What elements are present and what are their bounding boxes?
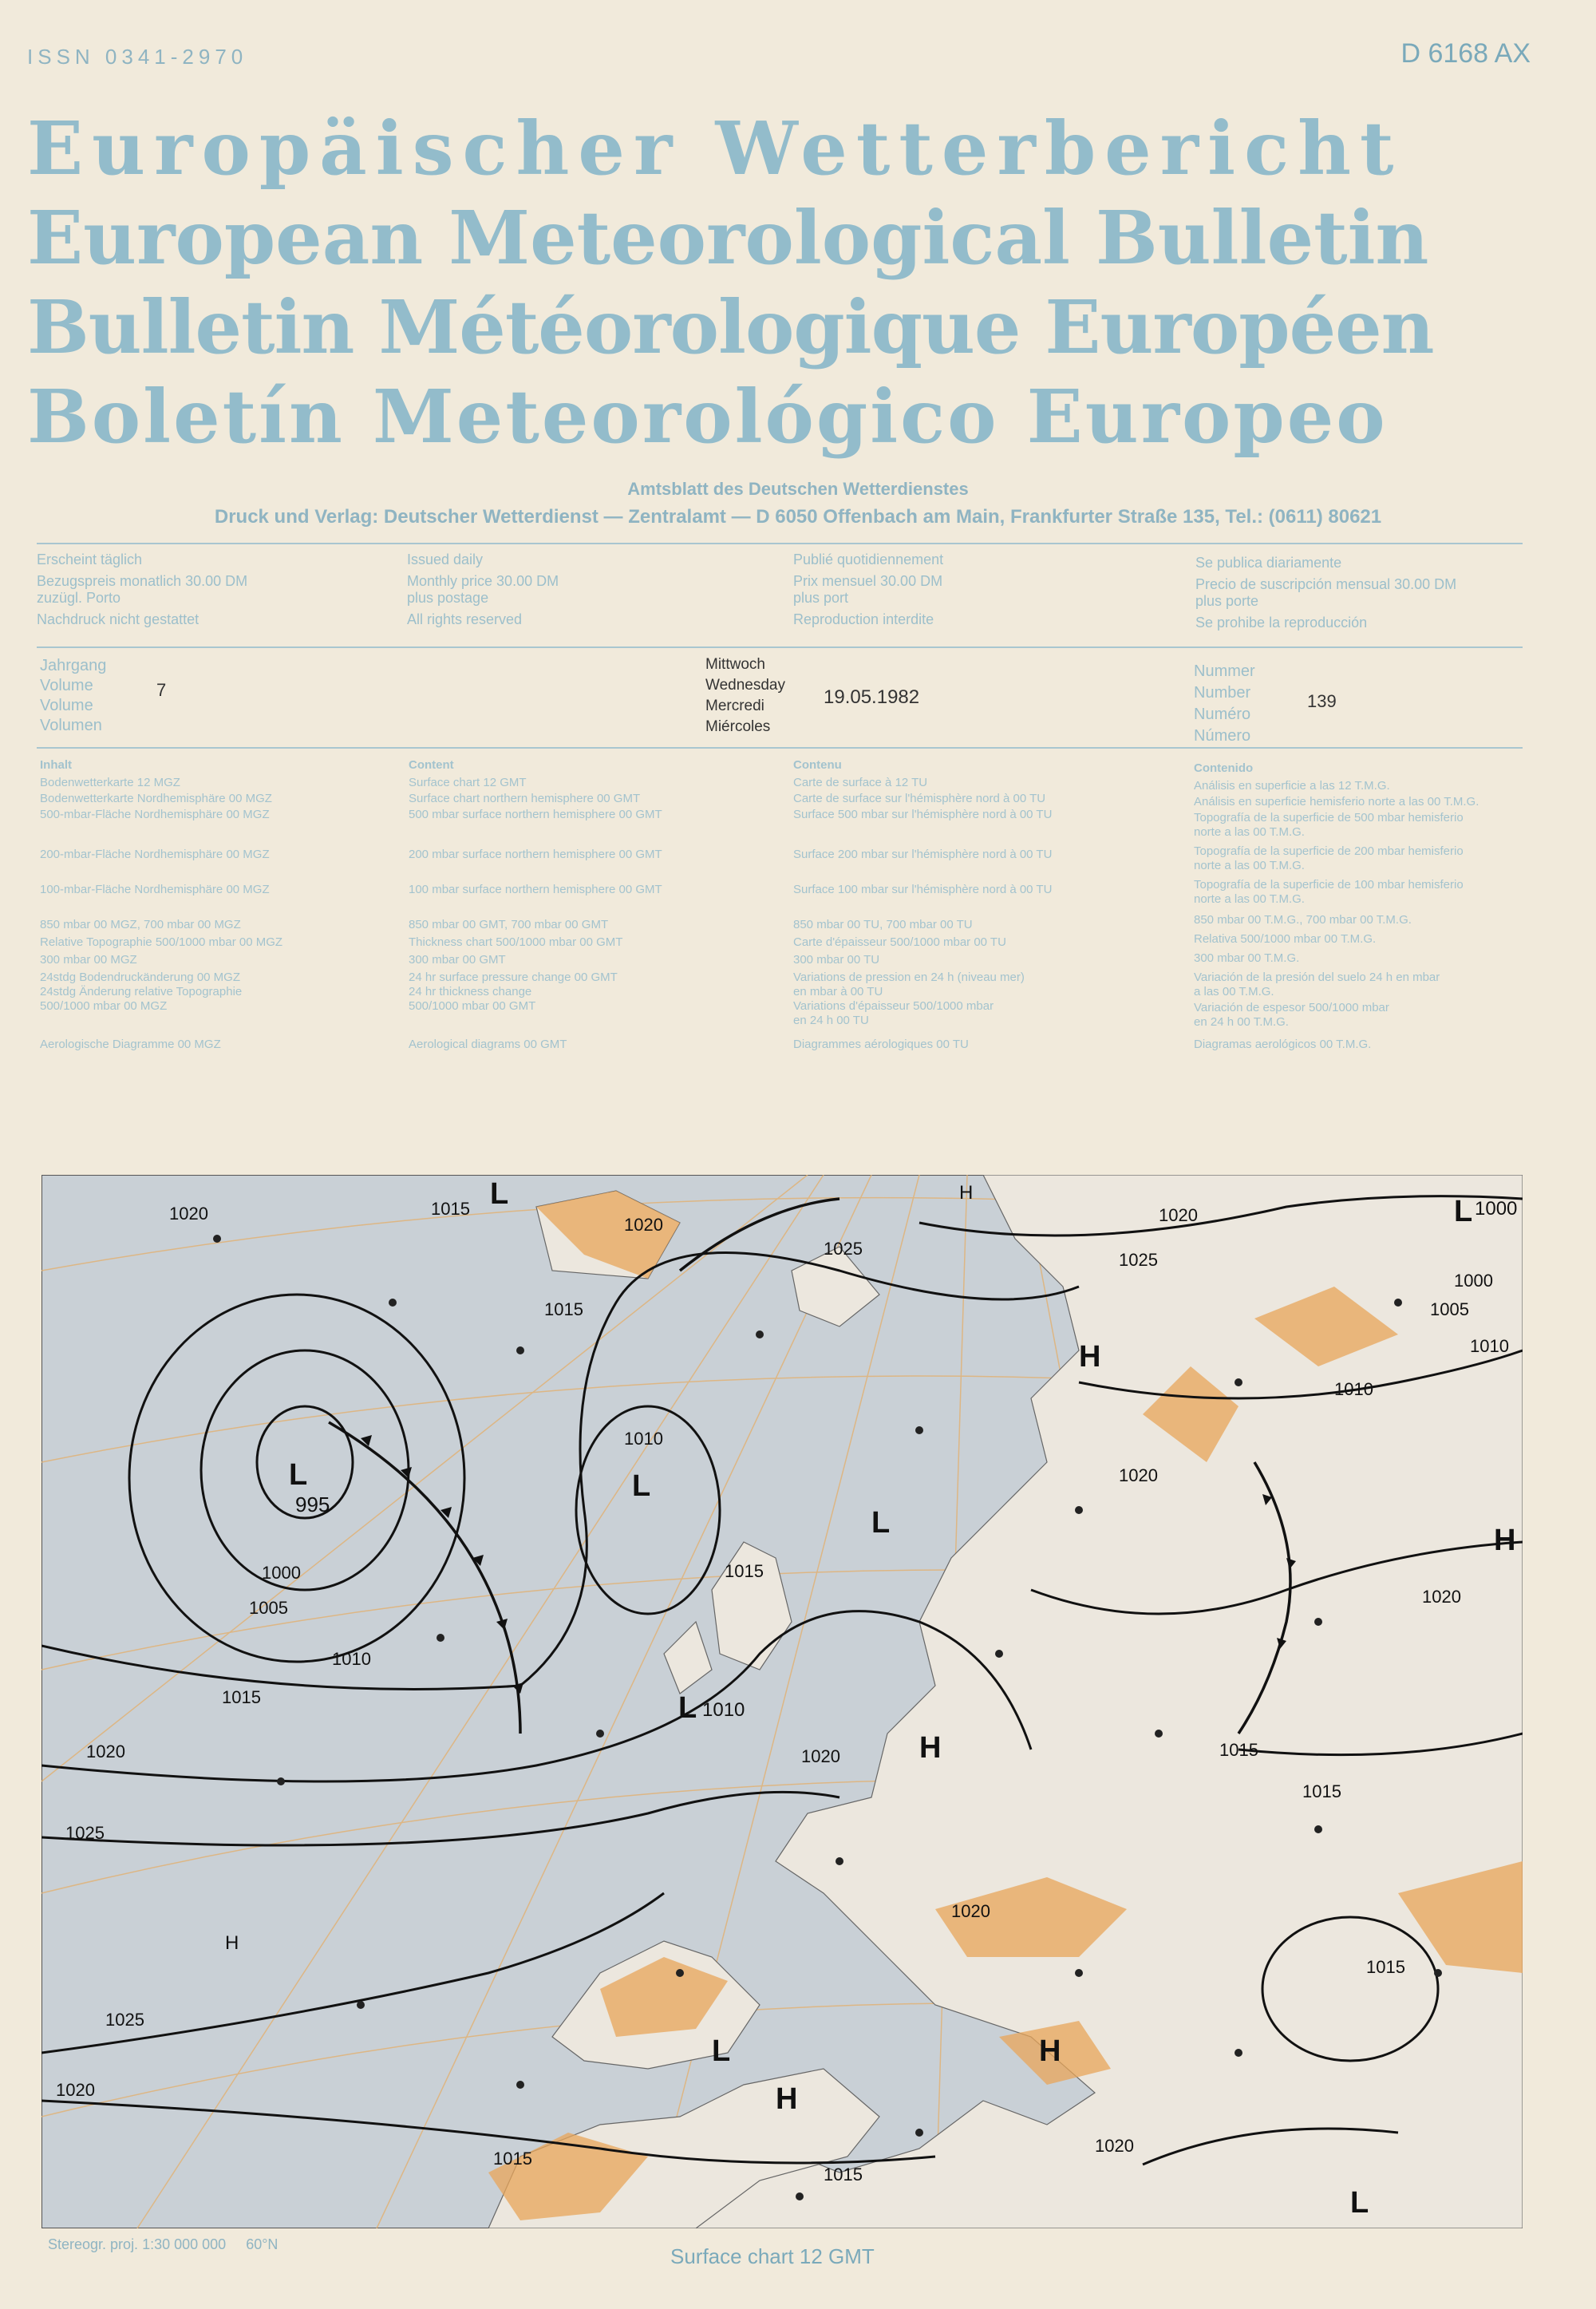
title-french: Bulletin Météorologique Européen <box>27 284 1434 370</box>
svg-text:1020: 1020 <box>1159 1205 1198 1225</box>
svg-text:1015: 1015 <box>725 1561 764 1581</box>
publication-de: Erscheint täglich Bezugspreis monatlich 30.00 DM zuzügl. Porto Nachdruck nicht gestattet <box>37 552 248 627</box>
low-center-label: L <box>632 1469 651 1503</box>
title-block <box>27 104 1543 461</box>
svg-text:1020: 1020 <box>169 1204 208 1224</box>
high-center-label: H <box>225 1932 239 1954</box>
svg-text:1020: 1020 <box>56 2080 95 2100</box>
publication-fr: Publié quotidiennement Prix mensuel 30.00 DM plus port Reproduction interdite <box>793 552 944 627</box>
svg-text:1015: 1015 <box>1366 1957 1405 1977</box>
high-center-label: H <box>1494 1524 1516 1557</box>
low-center-value: 1000 <box>1475 1198 1518 1220</box>
divider <box>37 747 1523 749</box>
title-english: European Meteorological Bulletin <box>27 195 1429 281</box>
svg-text:1005: 1005 <box>249 1598 288 1618</box>
low-center-value: 1010 <box>702 1699 745 1721</box>
high-center-label: H <box>959 1182 974 1204</box>
publication-es: Se publica diariamente Precio de suscripción mensual 30.00 DM plus porte Se prohibe la reproducción <box>1195 555 1457 631</box>
high-center-label: H <box>776 2082 798 2116</box>
svg-text:1020: 1020 <box>624 1215 663 1235</box>
svg-text:1010: 1010 <box>332 1649 371 1669</box>
low-center-label: L <box>678 1691 697 1725</box>
weekday-labels: Mittwoch Wednesday Mercredi Miércoles <box>705 656 785 735</box>
divider <box>37 543 1523 544</box>
svg-text:1020: 1020 <box>951 1901 990 1921</box>
publisher-line: Druck und Verlag: Deutscher Wetterdienst — Zentralamt — D 6050 Offenbach am Main, Frankfurter Straße 135, Tel.: (0611) 80621 <box>214 506 1382 528</box>
high-center-label: H <box>1039 2034 1061 2068</box>
svg-text:1000: 1000 <box>262 1563 301 1583</box>
svg-text:1020: 1020 <box>1422 1587 1461 1607</box>
svg-text:1015: 1015 <box>824 2165 863 2184</box>
low-center-label: L <box>289 1458 308 1492</box>
title-spanish: Boletín Meteorológico Europeo <box>27 374 1388 460</box>
svg-text:1005: 1005 <box>1430 1299 1469 1319</box>
low-center-label: L <box>490 1177 509 1211</box>
svg-text:1015: 1015 <box>1219 1740 1258 1760</box>
issue-date: 19.05.1982 <box>824 686 920 708</box>
svg-text:1020: 1020 <box>1095 2136 1134 2156</box>
publication-code: D 6168 AX <box>1400 38 1531 69</box>
low-center-label: L <box>871 1506 891 1540</box>
svg-text:1010: 1010 <box>1334 1379 1373 1399</box>
svg-text:1015: 1015 <box>1302 1781 1341 1801</box>
low-center-label: L <box>1454 1195 1473 1228</box>
svg-text:1015: 1015 <box>222 1687 261 1707</box>
number-labels: Nummer Number Numéro Número <box>1194 662 1255 745</box>
svg-text:1000: 1000 <box>1454 1271 1493 1291</box>
low-center-label: L <box>712 2034 731 2068</box>
surface-chart-map <box>41 1175 1523 2228</box>
low-center-label: L <box>1350 2186 1369 2220</box>
svg-text:1010: 1010 <box>1470 1336 1509 1356</box>
issn: ISSN 0341-2970 <box>27 45 248 69</box>
svg-text:1025: 1025 <box>824 1239 863 1259</box>
publication-en: Issued daily Monthly price 30.00 DM plus postage All rights reserved <box>407 552 559 627</box>
divider <box>37 646 1523 648</box>
issue-number: 139 <box>1307 691 1337 711</box>
svg-text:1015: 1015 <box>431 1199 470 1219</box>
svg-text:1020: 1020 <box>801 1746 840 1766</box>
svg-text:1020: 1020 <box>1119 1465 1158 1485</box>
low-center-value: 995 <box>295 1493 330 1516</box>
svg-text:1025: 1025 <box>105 2010 144 2030</box>
volume-number: 7 <box>156 680 167 700</box>
svg-text:1015: 1015 <box>493 2149 532 2169</box>
amtsblatt: Amtsblatt des Deutschen Wetterdienstes <box>627 479 969 499</box>
svg-text:1020: 1020 <box>86 1742 125 1761</box>
high-center-label: H <box>1079 1340 1101 1374</box>
projection-note: Stereogr. proj. 1:30 000 000 60°N <box>48 2236 279 2252</box>
svg-text:1010: 1010 <box>624 1429 663 1449</box>
svg-text:1025: 1025 <box>65 1823 105 1843</box>
volume-labels: Jahrgang Volume Volume Volumen <box>40 657 107 734</box>
map-caption: Surface chart 12 GMT <box>670 2244 875 2268</box>
svg-text:1015: 1015 <box>544 1299 583 1319</box>
high-center-label: H <box>919 1731 942 1765</box>
title-german: Europäischer Wetterbericht <box>27 105 1403 192</box>
svg-text:1025: 1025 <box>1119 1250 1158 1270</box>
